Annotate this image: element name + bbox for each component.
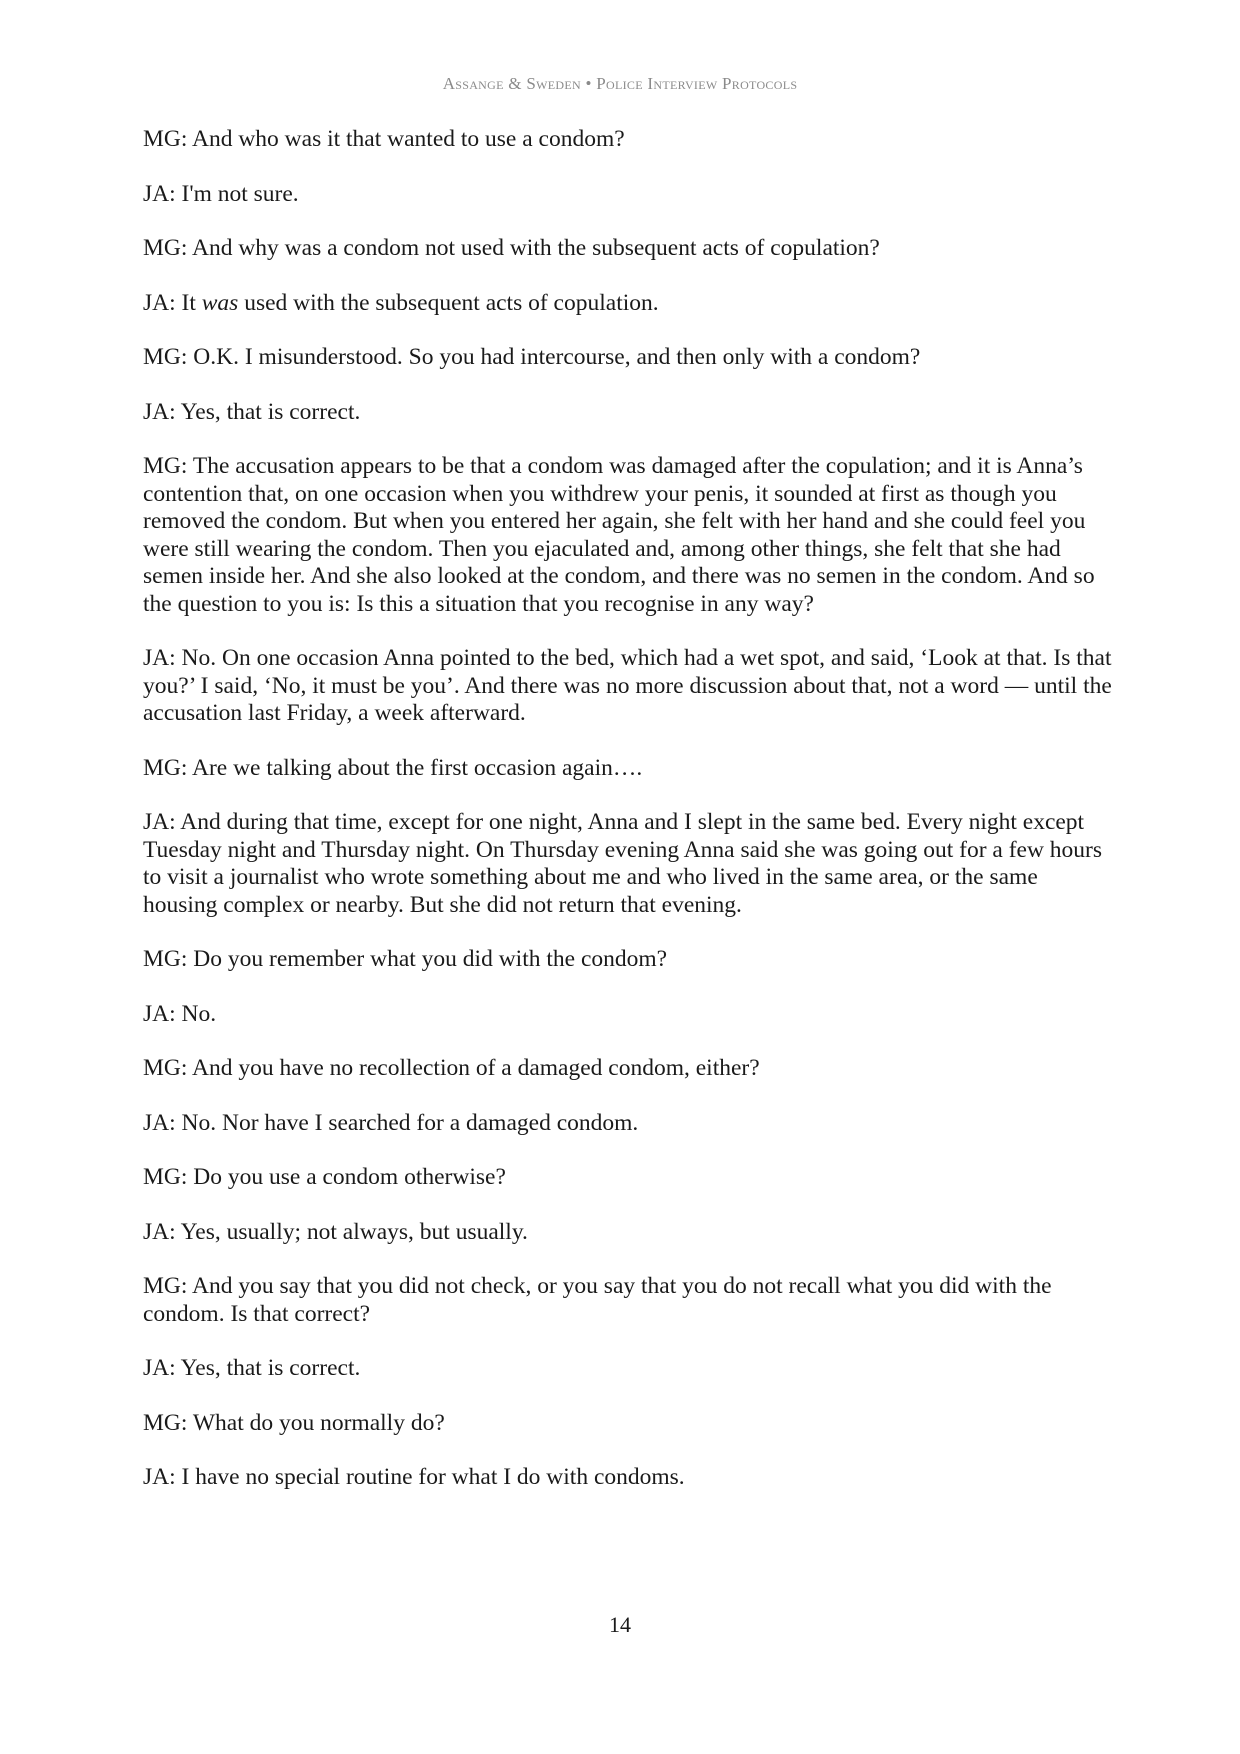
transcript-paragraph: JA: I have no special routine for what I do with condoms. [143,1464,685,1490]
transcript-paragraph: JA: No. [143,1000,217,1027]
paragraph-text-end: used with the subsequent acts of copulation. [238,289,659,316]
transcript-paragraph: MG: What do you normally do? [143,1409,445,1436]
transcript-paragraph: MG: Are we talking about the first occasion again…. [143,754,643,781]
transcript-paragraph: MG: And you have no recollection of a damaged condom, either? [143,1055,760,1081]
transcript-body [143,126,1118,1519]
paragraph-text-start: JA: It [143,289,202,316]
transcript-paragraph: JA: Yes, that is correct. [143,398,361,425]
transcript-paragraph: JA: And during that time, except for one night, Anna and I slept in the same bed. Every night except Tuesday night and Thursday night. On Thursday evening Anna said she was going out for a few hours to visit a journalist who wrote something about me and who lived in the same area, or the same housing complex or nearby. But she did not return that evening. [143,809,1103,918]
transcript-paragraph: MG: Do you use a condom otherwise? [143,1164,506,1190]
transcript-paragraph: JA: I'm not sure. [143,180,299,207]
transcript-paragraph: JA: Yes, that is correct. [143,1355,361,1381]
transcript-paragraph: MG: O.K. I misunderstood. So you had intercourse, and then only with a condom? [143,344,921,370]
transcript-paragraph [143,290,1118,318]
transcript-paragraph: MG: And who was it that wanted to use a condom? [143,126,625,152]
transcript-paragraph: MG: The accusation appears to be that a condom was damaged after the copulation; and it is Anna’s contention that, on one occasion when you withdrew your penis, it sounded at first as though you removed the condom. But when you entered her again, she felt with her hand and she could feel you were still wearing the condom. Then you ejaculated and, among other things, she felt that she had semen inside her. And she also looked at the condom, and there was no semen in the condom. And so the question to you is: Is this a situation that you recognise in any way? [143,453,1095,617]
transcript-paragraph: JA: Yes, usually; not always, but usually. [143,1218,528,1245]
transcript-paragraph: JA: No. On one occasion Anna pointed to the bed, which had a wet spot, and said, ‘Look at that. Is that you?’ I said, ‘No, it must be you’. And there was no more discussion about that, not a word — until the accusation last Friday, a week afterward. [143,645,1112,726]
page-number: 14 [609,1612,631,1637]
transcript-paragraph: JA: No. Nor have I searched for a damaged condom. [143,1109,639,1136]
transcript-paragraph: MG: And why was a condom not used with the subsequent acts of copulation? [143,235,880,261]
transcript-paragraph: MG: And you say that you did not check, or you say that you do not recall what you did with the condom. Is that correct? [143,1273,1052,1327]
emphasized-word: was [201,289,239,316]
running-header [0,74,1240,94]
running-header-text: Assange & Sweden • Police Interview Protocols [442,74,798,93]
transcript-paragraph: MG: Do you remember what you did with the condom? [143,946,668,972]
